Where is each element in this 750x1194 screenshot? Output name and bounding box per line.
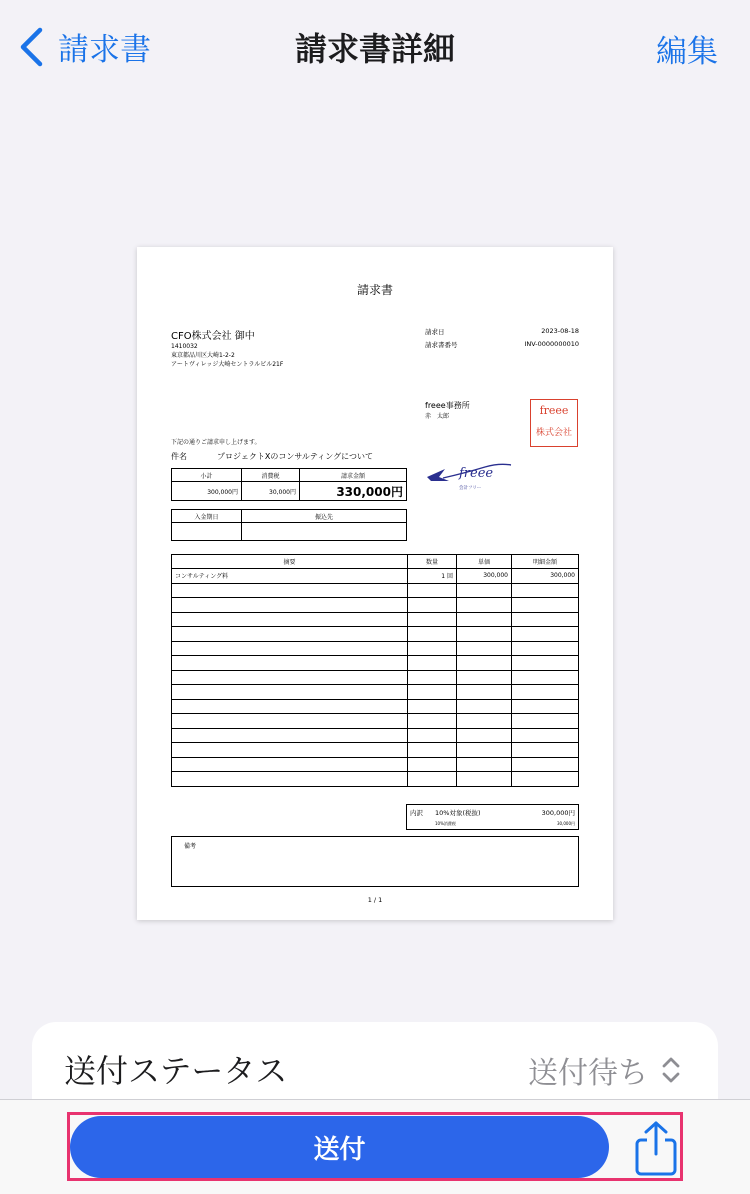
table-row (172, 728, 579, 743)
subtotal-label: 小計 (172, 469, 242, 482)
signature-text: freee (459, 466, 494, 481)
tax-value: 30,000円 (242, 482, 300, 501)
company-seal-stamp (530, 399, 578, 447)
summary-table (171, 468, 407, 501)
desc-header: 摘要 (172, 555, 408, 569)
send-status-value: 送付待ち (528, 1056, 648, 1091)
chevron-up-down-icon (660, 1055, 682, 1085)
table-row (172, 772, 579, 787)
item-desc: コンサルティング料 (172, 569, 408, 584)
item-amount: 300,000 (512, 569, 579, 584)
total-label: 請求金額 (300, 469, 407, 482)
table-row (172, 598, 579, 613)
table-row (172, 670, 579, 685)
table-row (172, 714, 579, 729)
client-address-2: アートヴィレッジ大崎セントラルビル21F (171, 361, 284, 368)
bank-account-label: 振込先 (242, 510, 407, 523)
signature-image (425, 459, 515, 493)
client-address-1: 東京都品川区大崎1-2-2 (171, 352, 235, 359)
table-row (172, 627, 579, 642)
table-row (172, 757, 579, 772)
line-items-table (171, 554, 579, 787)
table-row (172, 612, 579, 627)
unit-price-header: 単価 (457, 555, 512, 569)
share-icon[interactable] (632, 1120, 680, 1176)
tax-amount-value: 30,000円 (557, 821, 575, 826)
stamp-top-text: freee (539, 404, 569, 417)
due-date-label: 入金期日 (172, 510, 242, 523)
table-row (172, 583, 579, 598)
table-row (172, 743, 579, 758)
tax-amount-label: 10%消費税 (435, 821, 456, 826)
subject-text: プロジェクトXのコンサルティングについて (217, 452, 373, 461)
stamp-bottom-text: 株式会社 (535, 428, 572, 438)
issue-date: 2023-08-18 (541, 327, 579, 335)
company-person: 赤 太郎 (425, 413, 450, 420)
subject-label: 件名 (171, 452, 187, 461)
due-date-value (172, 523, 242, 541)
notes-label: 備考 (184, 843, 197, 850)
item-unit-price: 300,000 (457, 569, 512, 584)
subtotal-value: 300,000円 (172, 482, 242, 501)
table-row (172, 685, 579, 700)
back-label: 請求書 (58, 32, 151, 68)
taxable-target-value: 300,000円 (541, 809, 575, 817)
client-postal: 1410032 (171, 343, 198, 350)
invoice-document-preview[interactable] (137, 247, 613, 920)
table-row (172, 641, 579, 656)
tax-label: 消費税 (242, 469, 300, 482)
intro-text: 下記の通りご請求申し上げます。 (171, 439, 261, 446)
taxable-target-label: 10%対象(税抜) (435, 809, 481, 817)
tax-breakdown-box (406, 804, 579, 830)
company-name: freee事務所 (425, 401, 470, 410)
edit-button[interactable]: 編集 (656, 34, 718, 70)
send-status-select[interactable] (528, 1048, 682, 1092)
table-row (172, 656, 579, 671)
payment-table (171, 509, 407, 541)
table-row (172, 569, 579, 584)
nav-bar (0, 0, 750, 88)
issue-date-label: 請求日 (425, 328, 445, 336)
invoice-number-label: 請求書番号 (425, 341, 458, 349)
invoice-number: INV-0000000010 (524, 340, 579, 348)
signature-caption: 会計フリー (459, 486, 482, 491)
bank-account-value (242, 523, 407, 541)
page-indicator: 1 / 1 (367, 896, 383, 904)
amount-header: 明細金額 (512, 555, 579, 569)
notes-box (171, 836, 579, 887)
client-name: CFO株式会社 御中 (171, 331, 255, 342)
qty-header: 数量 (408, 555, 457, 569)
table-row (172, 699, 579, 714)
document-title: 請求書 (356, 283, 393, 297)
breakdown-label: 内訳 (410, 809, 423, 817)
send-status-label: 送付ステータス (64, 1052, 288, 1090)
page-title: 請求書詳細 (294, 30, 455, 68)
item-qty: 1 回 (408, 569, 457, 584)
total-value: 330,000円 (300, 482, 407, 501)
send-button[interactable]: 送付 (70, 1116, 609, 1178)
